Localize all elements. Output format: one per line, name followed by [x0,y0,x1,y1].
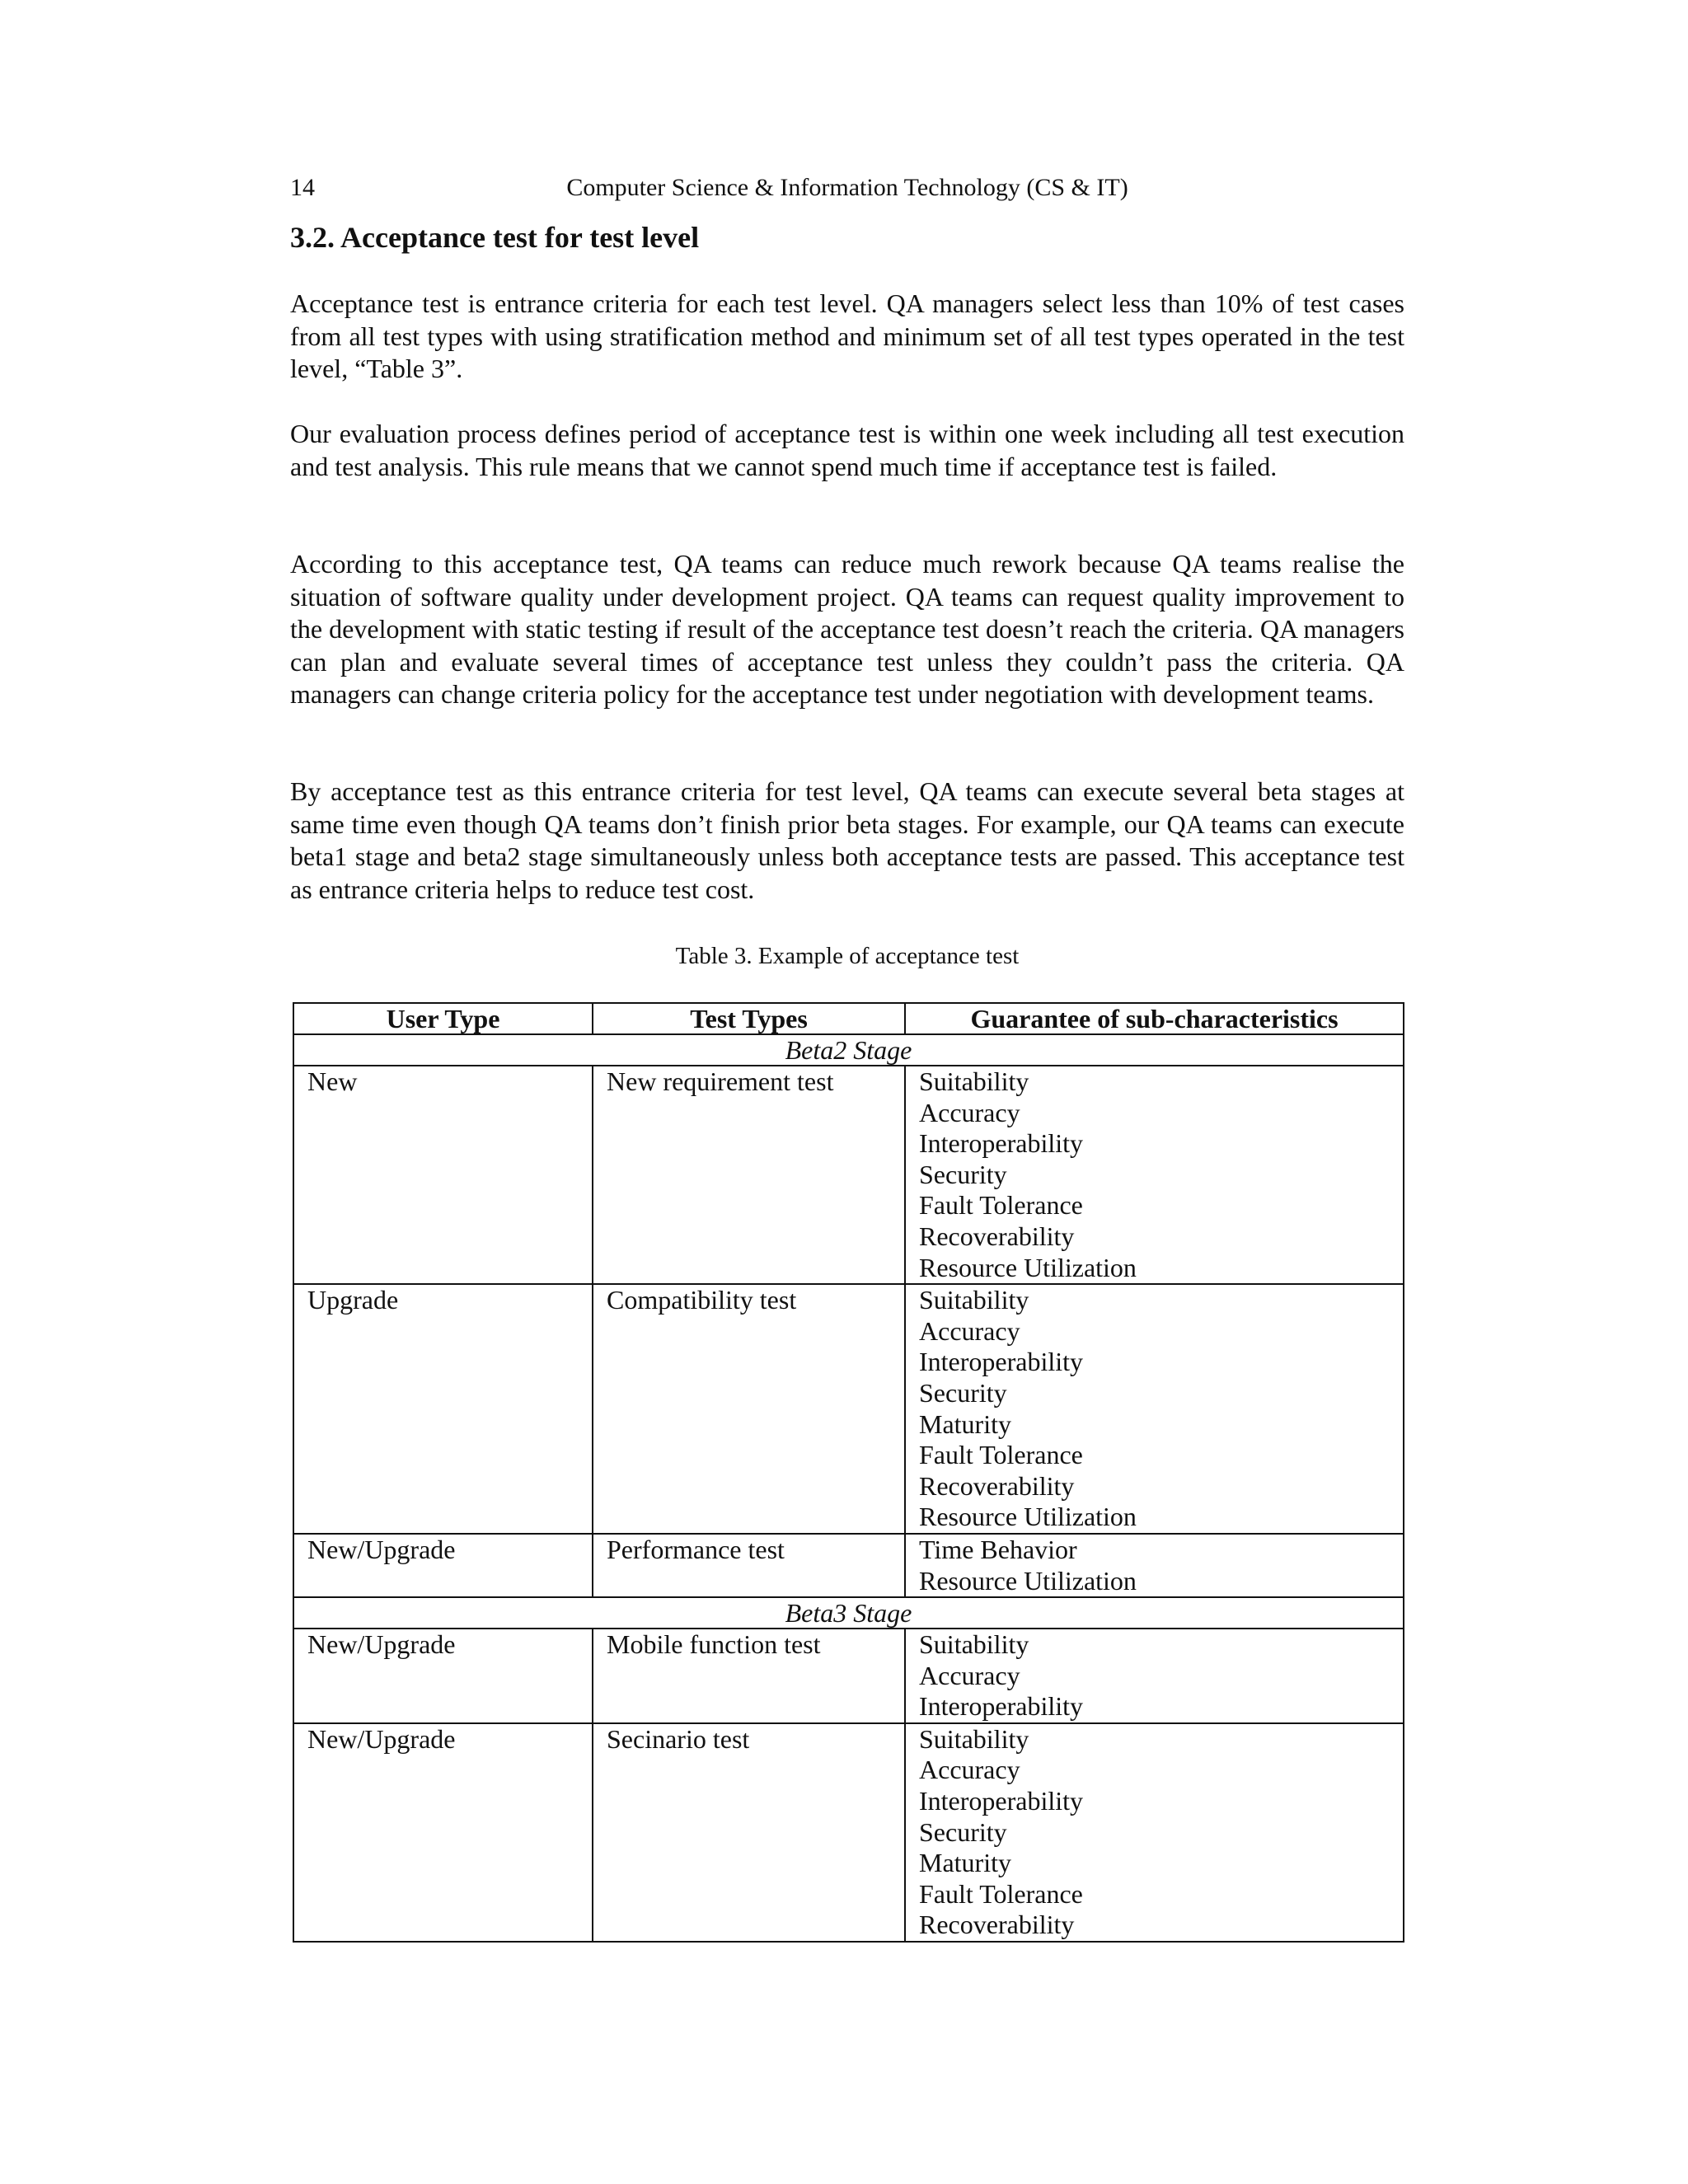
test-type: Secinario test [607,1723,750,1754]
guarantee-item: Fault Tolerance [919,1440,1083,1470]
test-type-cell [593,1284,905,1534]
user-type: New/Upgrade [307,1629,456,1660]
test-type: New requirement test [607,1066,834,1096]
test-type: Performance test [607,1534,785,1564]
paragraph-4: By acceptance test as this entrance criteria for test level, QA teams can execute several beta stages at same time even though QA teams don’t finish prior beta stages. For example, our QA teams can execute beta1 stage and beta2 stage simultaneously unless both acceptance tests are passed. This acceptance test as entrance criteria helps to reduce test cost. [290,776,1404,904]
guarantee-item: Security [919,1377,1007,1408]
guarantee-item: Suitability [919,1629,1029,1660]
guarantee-item: Resource Utilization [919,1502,1137,1532]
user-type-cell [293,1066,593,1284]
table-row [293,1723,1404,1942]
guarantee-item: Maturity [919,1848,1011,1878]
table-caption: Table 3. Example of acceptance test [675,943,1020,969]
stage-label: Beta2 Stage [293,1034,1404,1066]
table-header-row [293,1003,1404,1034]
guarantee-item: Suitability [919,1285,1029,1315]
guarantee-cell [905,1066,1404,1284]
stage-label: Beta3 Stage [293,1597,1404,1629]
user-type-cell [293,1629,593,1723]
user-type-cell [293,1284,593,1534]
guarantee-item: Interoperability [919,1347,1084,1377]
test-type-cell [593,1723,905,1942]
guarantee-item: Accuracy [919,1097,1020,1127]
user-type-cell [293,1534,593,1597]
test-type: Mobile function test [607,1629,821,1660]
header-test-types: Test Types [593,1003,905,1034]
guarantee-item: Recoverability [919,1910,1075,1940]
guarantee-item: Interoperability [919,1128,1084,1159]
guarantee-item: Maturity [919,1408,1011,1439]
guarantee-cell [905,1284,1404,1534]
table-row [293,1284,1404,1534]
test-type: Compatibility test [607,1285,797,1315]
guarantee-item: Time Behavior [919,1534,1077,1564]
guarantee-item: Interoperability [919,1786,1084,1816]
paragraph-1: Acceptance test is entrance criteria for each test level. QA managers select less than 10% of test cases from all test types with using stratification method and minimum set of all test types operated in the test level, “Table 3”. [290,288,1404,383]
guarantee-item: Accuracy [919,1315,1020,1346]
guarantee-item: Interoperability [919,1691,1084,1722]
journal-title: Computer Science & Information Technology (CS & IT) [566,174,1128,201]
test-type-cell [593,1534,905,1597]
guarantee-item: Suitability [919,1066,1029,1096]
test-type-cell [593,1066,905,1284]
table-row [293,1066,1404,1284]
guarantee-item: Security [919,1159,1007,1189]
guarantee-item: Accuracy [919,1755,1020,1785]
user-type: New/Upgrade [307,1723,456,1754]
user-type-cell [293,1723,593,1942]
table-row [293,1534,1404,1597]
user-type: Upgrade [307,1285,399,1315]
stage-row [293,1597,1404,1629]
header-guarantee: Guarantee of sub-characteristics [905,1003,1404,1034]
guarantee-item: Resource Utilization [919,1252,1137,1282]
guarantee-cell [905,1723,1404,1942]
guarantee-item: Suitability [919,1723,1029,1754]
running-header [290,170,1404,206]
guarantee-item: Fault Tolerance [919,1190,1083,1221]
section-heading: 3.2. Acceptance test for test level [290,221,700,254]
guarantee-cell [905,1629,1404,1723]
guarantee-item: Fault Tolerance [919,1878,1083,1909]
acceptance-test-table [293,1002,1404,1943]
header-user-type: User Type [293,1003,593,1034]
guarantee-cell [905,1534,1404,1597]
guarantee-item: Recoverability [919,1470,1075,1501]
page-number: 14 [290,174,315,201]
paragraph-2: Our evaluation process defines period of acceptance test is within one week including all test execution and test analysis. This rule means that we cannot spend much time if acceptance test is failed. [290,419,1404,481]
guarantee-item: Security [919,1816,1007,1847]
test-type-cell [593,1629,905,1723]
user-type: New [307,1066,358,1096]
table-row [293,1629,1404,1723]
guarantee-item: Recoverability [919,1221,1075,1251]
guarantee-item: Resource Utilization [919,1565,1137,1596]
stage-row [293,1034,1404,1066]
user-type: New/Upgrade [307,1534,456,1564]
guarantee-item: Accuracy [919,1660,1020,1690]
paragraph-3: According to this acceptance test, QA teams can reduce much rework because QA teams realise the situation of software quality under development project. QA teams can request quality improvement to the development with static testing if result of the acceptance test doesn’t reach the criteria. QA managers can plan and evaluate several times of acceptance test unless they couldn’t pass the criteria. QA managers can change criteria policy for the acceptance test under negotiation with development teams. [290,549,1404,709]
